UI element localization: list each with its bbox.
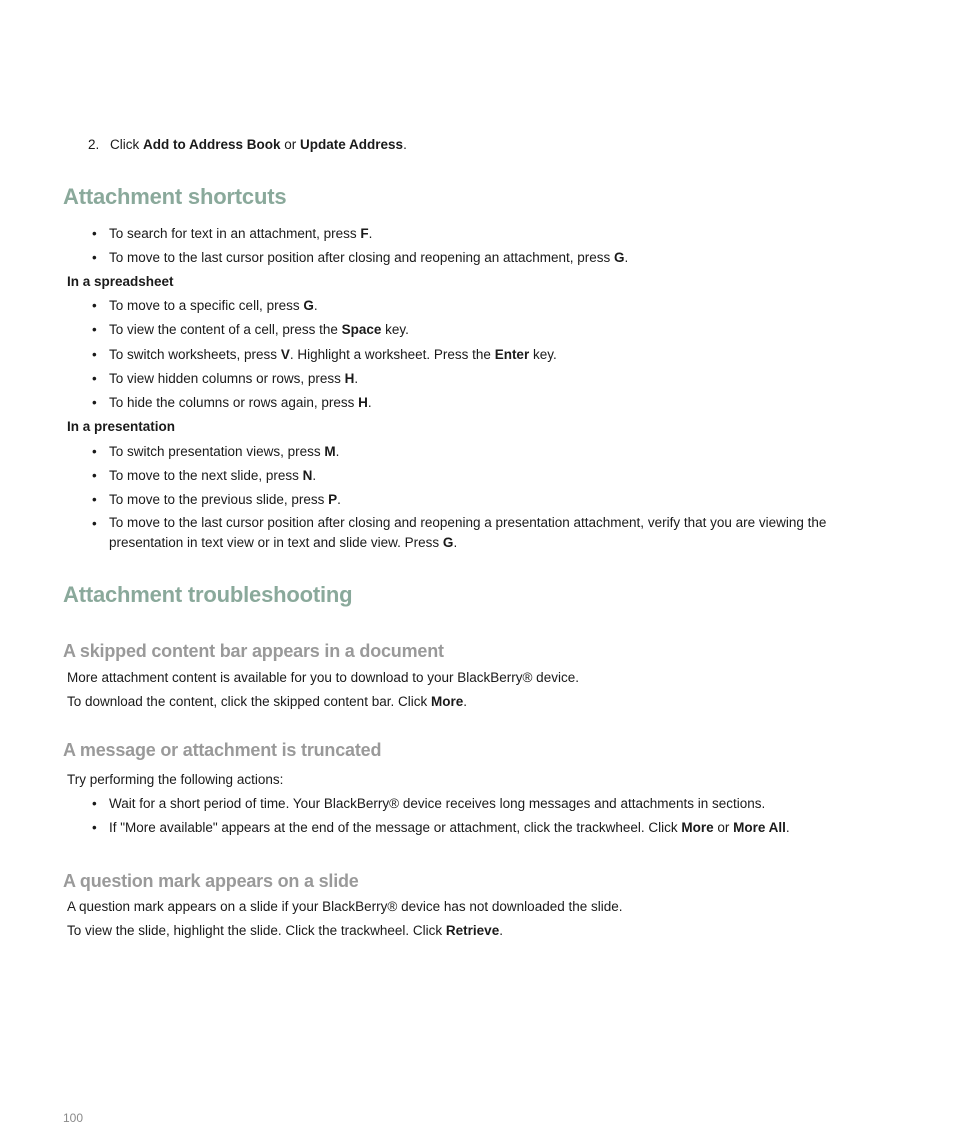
page-number: 100 (63, 1111, 84, 1125)
question-mark-line2: To view the slide, highlight the slide. Click the trackwheel. Click Retrieve. (67, 923, 503, 938)
skipped-content-line2: To download the content, click the skipped content bar. Click More. (67, 694, 467, 709)
attachment-shortcuts-heading: Attachment shortcuts (63, 184, 287, 209)
spreadsheet-label: In a spreadsheet (67, 274, 174, 289)
update-address-label: Update Address (300, 137, 404, 152)
step-number: 2. (88, 137, 100, 152)
skipped-content-heading: A skipped content bar appears in a document (63, 641, 444, 661)
question-mark-line1: A question mark appears on a slide if your BlackBerry® device has not downloaded the slide. (67, 899, 623, 914)
attachment-troubleshooting-heading: Attachment troubleshooting (63, 582, 353, 607)
truncated-heading: A message or attachment is truncated (63, 740, 382, 760)
step-2: 2. Click Add to Address Book or Update Address. (88, 137, 407, 152)
presentation-label: In a presentation (67, 419, 176, 434)
skipped-content-line1: More attachment content is available for you to download to your BlackBerry® device. (67, 670, 579, 685)
add-to-address-book-label: Add to Address Book (143, 137, 281, 152)
truncated-intro: Try performing the following actions: (67, 772, 284, 787)
question-mark-heading: A question mark appears on a slide (63, 871, 359, 891)
